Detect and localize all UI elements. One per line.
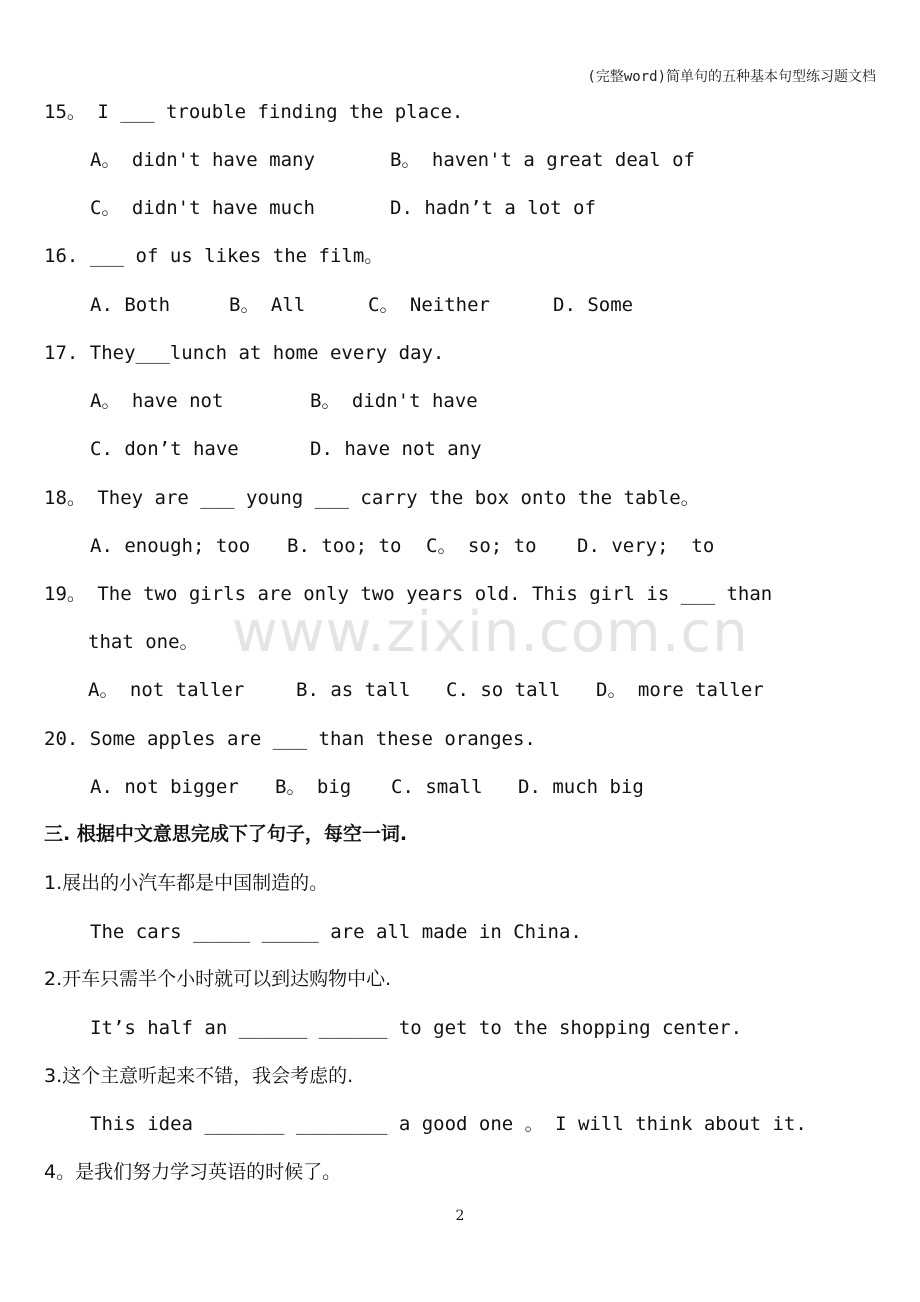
item-1-chinese: 1.展出的小汽车都是中国制造的。 <box>44 872 329 894</box>
item-3-chinese: 3.这个主意听起来不错，我会考虑的. <box>44 1065 354 1087</box>
question-18-stem: 18。 They are ___ young ___ carry the box onto the table。 <box>44 487 700 509</box>
question-15-option-a: A。 didn't have many <box>90 149 315 171</box>
item-4-chinese: 4。是我们努力学习英语的时候了。 <box>44 1161 342 1183</box>
question-20-option-c: C. small <box>391 776 483 798</box>
question-17-option-a: A。 have not <box>90 390 224 412</box>
question-19-stem: 19。 The two girls are only two years old. This girl is ___ than <box>44 583 773 605</box>
section-title: 三. 根据中文意思完成下了句子，每空一词. <box>44 823 408 845</box>
item-2-english: It’s half an ______ ______ to get to the shopping center. <box>90 1017 743 1039</box>
question-18-option-a: A. enough; too <box>90 535 251 557</box>
page-number: 2 <box>455 1208 465 1224</box>
question-20-option-b: B。 big <box>275 776 352 798</box>
question-18-option-c: C。 so; to <box>426 535 537 557</box>
question-18-option-d: D. very; to <box>577 535 715 557</box>
question-19-stem-continued: that one。 <box>88 631 199 653</box>
question-19-option-c: C. so tall <box>446 679 561 701</box>
question-17-stem: 17. They___lunch at home every day. <box>44 342 445 364</box>
question-16-option-d: D. Some <box>553 294 634 316</box>
question-17-option-b: B。 didn't have <box>310 390 478 412</box>
question-16-option-b: B。 All <box>229 294 306 316</box>
question-15-option-c: C。 didn't have much <box>90 197 315 219</box>
question-19-option-a: A。 not taller <box>88 679 245 701</box>
document-header: (完整word)简单句的五种基本句型练习题文档 <box>587 69 876 85</box>
question-16-option-c: C。 Neither <box>368 294 490 316</box>
question-19-option-b: B. as tall <box>296 679 411 701</box>
question-15-stem: 15。 I ___ trouble finding the place. <box>44 101 464 123</box>
question-20-option-d: D. much big <box>518 776 644 798</box>
question-19-option-d: D。 more taller <box>596 679 764 701</box>
question-17-option-d: D. have not any <box>310 438 482 460</box>
question-18-option-b: B. too; to <box>287 535 402 557</box>
item-2-chinese: 2.开车只需半个小时就可以到达购物中心. <box>44 968 392 990</box>
question-15-option-b: B。 haven't a great deal of <box>390 149 695 171</box>
question-20-option-a: A. not bigger <box>90 776 239 798</box>
item-1-english: The cars _____ _____ are all made in China. <box>90 921 582 943</box>
question-20-stem: 20. Some apples are ___ than these oranges. <box>44 728 536 750</box>
watermark: www.zixin.com.cn <box>232 600 749 665</box>
question-15-option-d: D. hadn’t a lot of <box>390 197 596 219</box>
item-3-english: This idea _______ ________ a good one 。 I will think about it. <box>90 1113 807 1135</box>
question-16-option-a: A. Both <box>90 294 171 316</box>
question-16-stem: 16. ___ of us likes the film。 <box>44 245 384 267</box>
question-17-option-c: C. don’t have <box>90 438 239 460</box>
